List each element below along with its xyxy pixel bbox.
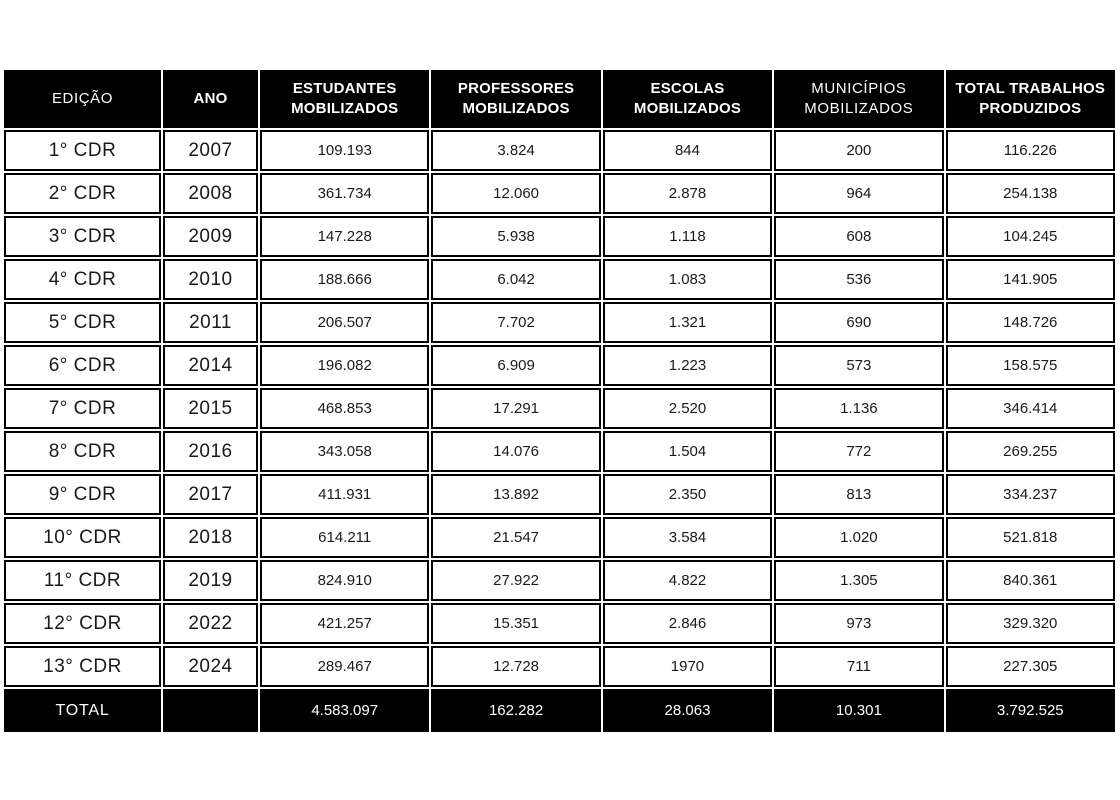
table-row [4,646,1115,687]
value-cell: 188.666 [260,259,429,300]
table-row [4,560,1115,601]
value-cell: 973 [774,603,943,644]
value-cell: 2.350 [603,474,772,515]
edition-cell: 8° CDR [4,431,161,472]
value-cell: 690 [774,302,943,343]
value-cell: 2.878 [603,173,772,214]
value-cell: 2.846 [603,603,772,644]
year-cell: 2010 [163,259,258,300]
total-value-cell: 10.301 [774,689,943,732]
header-cell-edicao: EDIÇÃO [4,70,161,128]
edition-cell: 2° CDR [4,173,161,214]
value-cell: 844 [603,130,772,171]
table-row [4,216,1115,257]
value-cell: 2.520 [603,388,772,429]
value-cell: 608 [774,216,943,257]
value-cell: 361.734 [260,173,429,214]
value-cell: 116.226 [946,130,1115,171]
edition-cell: 4° CDR [4,259,161,300]
value-cell: 13.892 [431,474,600,515]
table-row [4,259,1115,300]
table-row [4,603,1115,644]
value-cell: 21.547 [431,517,600,558]
edition-cell: 9° CDR [4,474,161,515]
value-cell: 1.504 [603,431,772,472]
value-cell: 1.020 [774,517,943,558]
value-cell: 14.076 [431,431,600,472]
value-cell: 536 [774,259,943,300]
value-cell: 289.467 [260,646,429,687]
year-cell: 2011 [163,302,258,343]
value-cell: 141.905 [946,259,1115,300]
table-row [4,173,1115,214]
value-cell: 411.931 [260,474,429,515]
value-cell: 147.228 [260,216,429,257]
header-cell-professores-mobilizados: PROFESSORES MOBILIZADOS [431,70,600,128]
edition-cell: 1° CDR [4,130,161,171]
value-cell: 711 [774,646,943,687]
year-cell: 2018 [163,517,258,558]
total-value-cell: 3.792.525 [946,689,1115,732]
value-cell: 206.507 [260,302,429,343]
total-value-cell: 28.063 [603,689,772,732]
value-cell: 1.223 [603,345,772,386]
value-cell: 158.575 [946,345,1115,386]
value-cell: 200 [774,130,943,171]
value-cell: 964 [774,173,943,214]
value-cell: 27.922 [431,560,600,601]
total-value-cell: 4.583.097 [260,689,429,732]
year-cell: 2015 [163,388,258,429]
edition-cell: 10° CDR [4,517,161,558]
value-cell: 772 [774,431,943,472]
header-cell-estudantes-mobilizados: ESTUDANTES MOBILIZADOS [260,70,429,128]
value-cell: 334.237 [946,474,1115,515]
edition-cell: 6° CDR [4,345,161,386]
value-cell: 6.909 [431,345,600,386]
table-row [4,302,1115,343]
edition-cell: 13° CDR [4,646,161,687]
year-cell: 2024 [163,646,258,687]
value-cell: 824.910 [260,560,429,601]
total-value-cell: 162.282 [431,689,600,732]
value-cell: 5.938 [431,216,600,257]
year-cell: 2007 [163,130,258,171]
value-cell: 813 [774,474,943,515]
value-cell: 148.726 [946,302,1115,343]
table-row [4,130,1115,171]
value-cell: 329.320 [946,603,1115,644]
value-cell: 346.414 [946,388,1115,429]
edition-cell: 12° CDR [4,603,161,644]
value-cell: 4.822 [603,560,772,601]
value-cell: 573 [774,345,943,386]
value-cell: 109.193 [260,130,429,171]
table-row [4,388,1115,429]
edition-cell: 3° CDR [4,216,161,257]
value-cell: 1.305 [774,560,943,601]
value-cell: 269.255 [946,431,1115,472]
value-cell: 1.083 [603,259,772,300]
cdr-statistics-table-container [2,68,1118,734]
value-cell: 343.058 [260,431,429,472]
year-cell: 2017 [163,474,258,515]
year-cell: 2019 [163,560,258,601]
value-cell: 17.291 [431,388,600,429]
year-cell: 2009 [163,216,258,257]
value-cell: 6.042 [431,259,600,300]
header-cell-ano: ANO [163,70,258,128]
year-cell: 2016 [163,431,258,472]
value-cell: 614.211 [260,517,429,558]
value-cell: 7.702 [431,302,600,343]
value-cell: 196.082 [260,345,429,386]
value-cell: 3.824 [431,130,600,171]
table-row [4,431,1115,472]
value-cell: 254.138 [946,173,1115,214]
value-cell: 840.361 [946,560,1115,601]
value-cell: 468.853 [260,388,429,429]
value-cell: 1.136 [774,388,943,429]
year-cell: 2008 [163,173,258,214]
total-label-cell: TOTAL [4,689,161,732]
value-cell: 1.118 [603,216,772,257]
year-cell: 2022 [163,603,258,644]
value-cell: 521.818 [946,517,1115,558]
edition-cell: 5° CDR [4,302,161,343]
value-cell: 104.245 [946,216,1115,257]
table-header-row [4,70,1115,128]
table-total-row [4,689,1115,732]
table-row [4,474,1115,515]
value-cell: 1.321 [603,302,772,343]
edition-cell: 7° CDR [4,388,161,429]
header-cell-total-trabalhos-produzidos: TOTAL TRABALHOS PRODUZIDOS [946,70,1115,128]
header-cell-escolas-mobilizados: ESCOLAS MOBILIZADOS [603,70,772,128]
value-cell: 227.305 [946,646,1115,687]
header-cell-municipios-mobilizados: MUNICÍPIOS MOBILIZADOS [774,70,943,128]
value-cell: 12.060 [431,173,600,214]
table-row [4,517,1115,558]
edition-cell: 11° CDR [4,560,161,601]
value-cell: 421.257 [260,603,429,644]
total-value-cell [163,689,258,732]
year-cell: 2014 [163,345,258,386]
cdr-statistics-table [2,68,1117,734]
value-cell: 12.728 [431,646,600,687]
table-row [4,345,1115,386]
value-cell: 3.584 [603,517,772,558]
value-cell: 15.351 [431,603,600,644]
value-cell: 1970 [603,646,772,687]
